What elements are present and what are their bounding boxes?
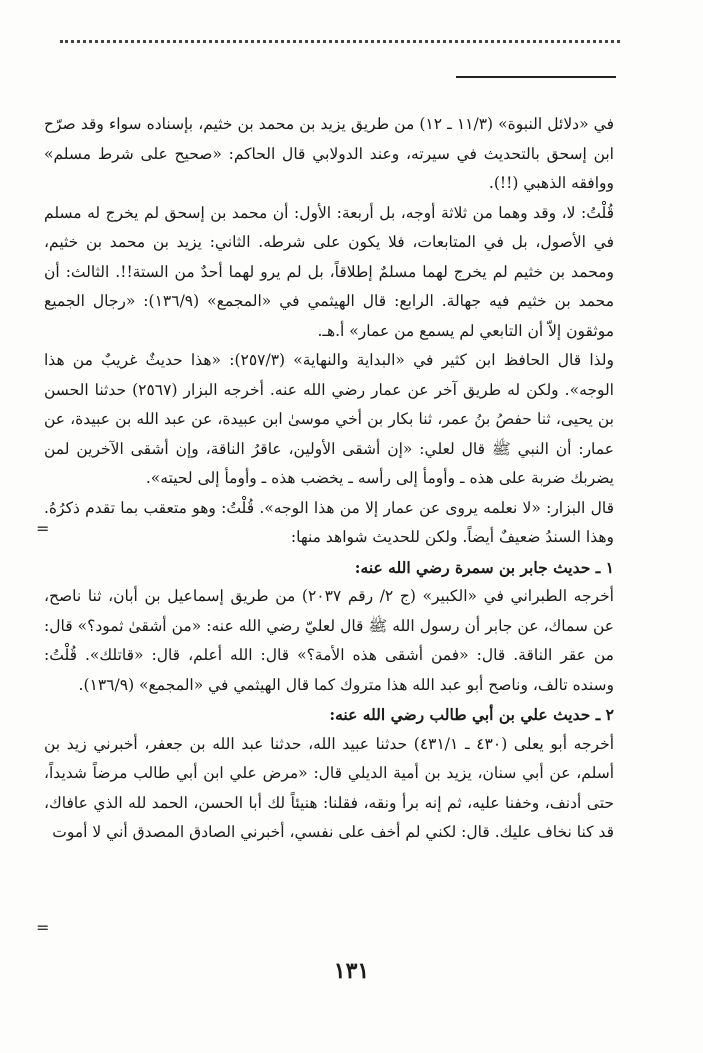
- margin-mark-continuation: =: [36, 918, 50, 937]
- paragraph-abu-yala: أخرجه أبو يعلى (٤٣٠ ـ ٤٣١/١) حدثنا عبيد الله، حدثنا عبد الله بن جعفر، أخبرني زيد بن أسلم، عن أبي سنان، يزيد بن أمية الديلي قال: «مرض علي ابن أبي طالب مرضاً شديداً، حتى أدنف، وخفنا عليه، ثم إنه برأ ونقه، فقلنا: هنيئاً لك أبا الحسن، الحمد لله الذي عافاك، قد كنا نخاف عليك. قال: لكني لم أخف على نفسي، أخبرني الصادق المصدق أني لا أموت: [44, 734, 614, 841]
- paragraph-tabarani: أخرجه الطبراني في «الكبير» (ج ٢/ رقم ٢٠٣٧) من طريق إسماعيل بن أبان، ثنا ناصح، عن سماك، عن جابر أن رسول الله ﷺ قال لعليّ رضي الله عنه: «من أشقىٰ ثمود؟» قال: من عقر الناقة. قال: «فمن أشقى هذه الأمة؟» قال: الله أعلم، قال: «قاتلك». قُلْتُ: وسنده تالف، وناصح أبو عبد الله هذا متروك كما قال الهيثمي في «المجمع» (١٣٦/٩).: [44, 587, 614, 694]
- margin-mark: =: [36, 519, 50, 538]
- page-body: [44, 110, 614, 848]
- page-number: ١٣١: [333, 958, 370, 984]
- header-short-rule: [456, 76, 616, 78]
- paragraph-qultu-refutation: قُلْتُ: لا، وقد وهما من ثلاثة أوجه، بل أربعة: الأول: أن محمد بن إسحق لم يخرج له مسلم في الأصول، بل في المتابعات، فلا يكون على شرطه. الثاني: يزيد بن محمد بن خثيم، ومحمد بن خثيم لم يخرج لهما مسلمٌ إطلاقاً، بل لم يرو لهما أحدٌ من الستة!!. الثالث: أن محمد بن خثيم فيه جهالة. الرابع: قال الهيثمي في «المجمع» (١٣٦/٩): «رجال الجميع موثقون إلاّ أن التابعي لم يسمع من عمار» أ.هـ.: [44, 203, 614, 340]
- heading-hadith-jabir: ١ ـ حديث جابر بن سمرة رضي الله عنه:: [354, 557, 614, 577]
- paragraph-bazzar: قال البزار: «لا نعلمه يروى عن عمار إلا من هذا الوجه». قُلْتُ: وهو متعقب بما تقدم ذكرُهُ. وهذا السندُ ضعيفٌ أيضاً. ولكن للحديث شواهد منها:: [44, 498, 614, 546]
- heading-hadith-ali: ٢ ـ حديث علي بن أبي طالب رضي الله عنه:: [329, 705, 614, 724]
- paragraph-intro: في «دلائل النبوة» (١١/٣ ـ ١٢) من طريق يزيد بن محمد بن خثيم، بإسناده سواء وقد صرّح ابن إسحق بالتحديث في سيرته، وعند الدولابي قال الحاكم: «صحيح على شرط مسلم» ووافقه الذهبي (!!).: [44, 115, 614, 192]
- header-dotted-rule: [60, 40, 620, 43]
- paragraph-ibn-kathir: ولذا قال الحافظ ابن كثير في «البداية والنهاية» (٢٥٧/٣): «هذا حديثٌ غريبٌ من هذا الوجه». ولكن له طريق آخر عن عمار رضي الله عنه. أخرجه البزار (٢٥٦٧) حدثنا الحسن بن يحيى، ثنا حفصُ بنُ عمر، ثنا بكار بن أخي موسىٰ ابن عبيدة، عن عبد الله بن عبيدة، عن عمار: أن النبي ﷺ قال لعلي: «إن أشقى الأولين، عاقرُ الناقة، وإن أشقى الآخرين لمن يضربك ضربة على هذه ـ وأومأ إلى رأسه ـ يخضب هذه ـ وأومأ إلى لحيته».: [44, 351, 614, 487]
